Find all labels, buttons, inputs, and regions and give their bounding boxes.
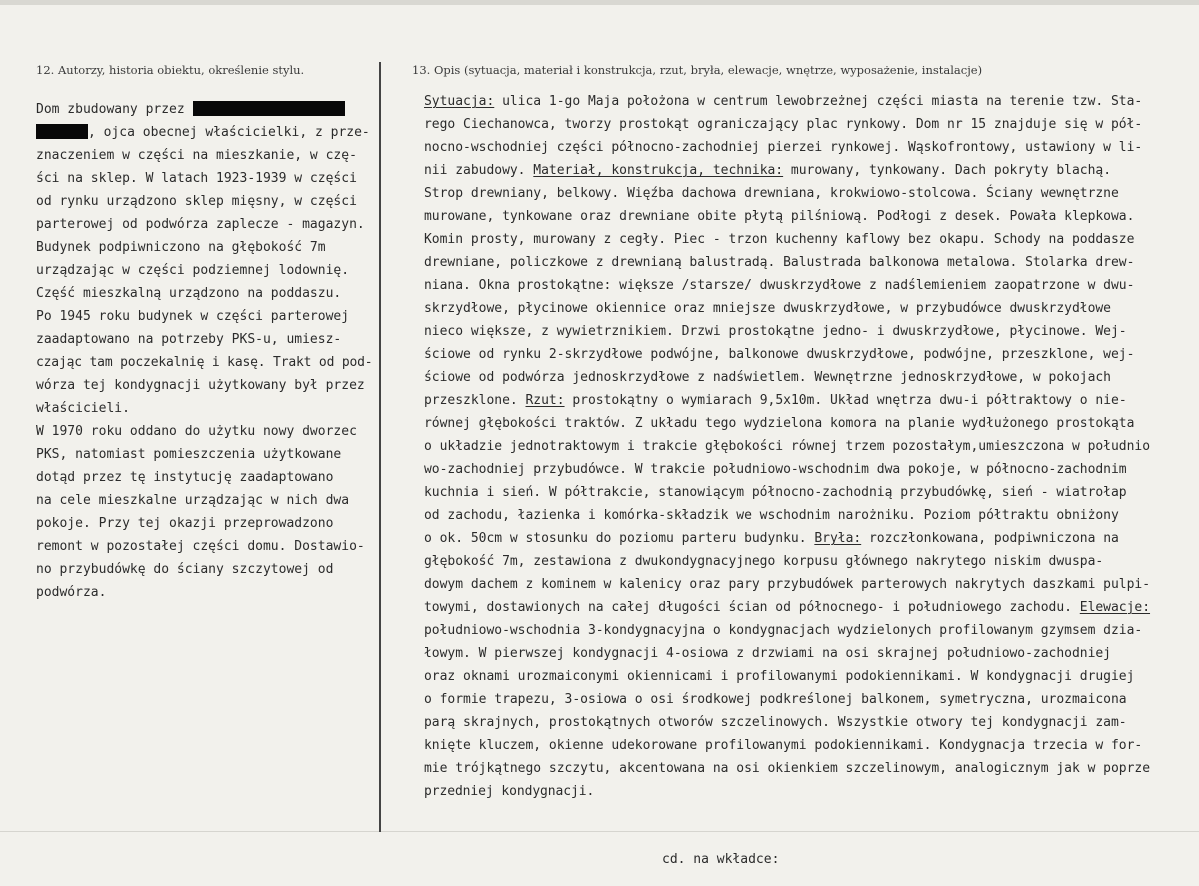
description-line: niana. Okna prostokątne: większe /starsze/ dwuskrzydłowe z nadślemieniem zaopatrzone w dwu- <box>424 278 1135 293</box>
continuation-note: cd. na wkładce: <box>662 852 780 867</box>
description-line: mie trójkątnego szczytu, akcentowana na osi okienkiem szczelinowym, analogicznym jak w poprze <box>424 761 1151 776</box>
description-line: knięte kluczem, okienne udekorowane profilowanymi podokiennikami. Kondygnacja trzecia w for- <box>424 738 1143 753</box>
description-line: Sytuacja: ulica 1-go Maja położona w centrum lewobrzeżnej części miasta na terenie tzw. Sta- <box>424 94 1143 109</box>
description-line: oraz oknami urozmaiconymi okiennicami i profilowanymi podokiennikami. W kondygnacji drugiej <box>424 669 1135 684</box>
history-line: Część mieszkalną urządzono na poddaszu. <box>36 286 342 301</box>
history-line: znaczeniem w części na mieszkanie, w czę- <box>36 148 357 163</box>
history-line: wórza tej kondygnacji użytkowany był przez <box>36 378 365 393</box>
description-column <box>424 90 1196 803</box>
history-line: podwórza. <box>36 585 107 600</box>
column-divider <box>379 62 381 832</box>
history-line: dotąd przez tę instytucję zaadaptowano <box>36 470 334 485</box>
redacted-name <box>193 101 345 116</box>
description-line: o formie trapezu, 3-osiowa o osi środkowej podkreślonej balkonem, symetryczna, urozmaicona <box>424 692 1127 707</box>
plan-label: Rzut: <box>525 393 565 408</box>
redacted-name <box>36 124 88 139</box>
description-line: równej głębokości traktów. Z układu tego wydzielona komora na planie wydłużonego prostokąta <box>424 416 1135 431</box>
description-line: łowym. W pierwszej kondygnacji 4-osiowa z drzwiami na osi skrajnej południowo-zachodniej <box>424 646 1111 661</box>
description-line: południowo-wschodnia 3-kondygnacyjna o kondygnacjach wydzielonych profilowanym gzymsem dzia- <box>424 623 1143 638</box>
description-line: nieco większe, z wywietrznikiem. Drzwi prostokątne jedno- i dwuskrzydłowe, płycinowe. Wej- <box>424 324 1127 339</box>
history-line: czając tam poczekalnię i kasę. Trakt od pod- <box>36 355 373 370</box>
description-line: o układzie jednotraktowym i trakcie głębokości równej trzem pozostałym,umieszczona w południo <box>424 439 1151 454</box>
section-13-header: 13. Opis (sytuacja, materiał i konstrukcja, rzut, bryła, elewacje, wnętrze, wyposażenie, instalacje) <box>412 63 983 77</box>
history-column <box>36 98 372 604</box>
history-line: no przybudówkę do ściany szczytowej od <box>36 562 334 577</box>
description-line: przeszklone. Rzut: prostokątny o wymiarach 9,5x10m. Układ wnętrza dwu-i półtraktowy o nie- <box>424 393 1127 408</box>
history-line: , ojca obecnej właścicielki, z prze- <box>36 121 372 144</box>
history-line: na cele mieszkalne urządzając w nich dwa <box>36 493 350 508</box>
page-fold-line <box>0 831 1199 832</box>
history-line: Budynek podpiwniczono na głębokość 7m <box>36 240 326 255</box>
description-line: wo-zachodniej przybudówce. W trakcie południowo-wschodnim dwa pokoje, w północno-zachodnim <box>424 462 1127 477</box>
section-12-header: 12. Autorzy, historia obiektu, określenie stylu. <box>36 63 305 77</box>
history-line: od rynku urządzono sklep mięsny, w części <box>36 194 357 209</box>
description-line: murowane, tynkowane oraz drewniane obite płytą pilśniową. Podłogi z desek. Powała klepkowa. <box>424 209 1135 224</box>
description-line: dowym dachem z kominem w kalenicy oraz pary przybudówek parterowych nakrytych daszkami pulpi- <box>424 577 1151 592</box>
history-line: pokoje. Przy tej okazji przeprowadzono <box>36 516 334 531</box>
description-line: parą skrajnych, prostokątnych otworów szczelinowych. Wszystkie otwory tej kondygnacji zam- <box>424 715 1127 730</box>
description-line: od zachodu, łazienka i komórka-składzik we wschodnim narożniku. Poziom półtraktu obniżony <box>424 508 1119 523</box>
description-line: drewniane, policzkowe z drewnianą balustradą. Balustrada balkonowa metalowa. Stolarka drew- <box>424 255 1135 270</box>
description-line: ściowe od podwórza jednoskrzydłowe z nadświetlem. Wewnętrzne jednoskrzydłowe, w pokojach <box>424 370 1111 385</box>
elevations-label: Elewacje: <box>1079 600 1151 615</box>
history-line: Dom zbudowany przez <box>36 98 372 121</box>
description-line: przedniej kondygnacji. <box>424 784 595 799</box>
description-line: nii zabudowy. Materiał, konstrukcja, technika: murowany, tynkowany. Dach pokryty blachą. <box>424 163 1112 178</box>
history-line: W 1970 roku oddano do użytku nowy dworzec <box>36 424 357 439</box>
description-line: ściowe od rynku 2-skrzydłowe podwójne, balkonowe dwuskrzydłowe, podwójne, przeszklone, wej- <box>424 347 1135 362</box>
history-line: zaadaptowano na potrzeby PKS-u, umiesz- <box>36 332 342 347</box>
history-line: ści na sklep. W latach 1923-1939 w części <box>36 171 357 186</box>
description-line: towymi, dostawionych na całej długości ścian od północnego- i południowego zachodu. Elewacje: <box>424 600 1151 615</box>
massing-label: Bryła: <box>814 531 862 546</box>
description-line: nocno-wschodniej części północno-zachodniej pierzei rynkowej. Wąskofrontowy, ustawiony w li- <box>424 140 1143 155</box>
situation-label: Sytuacja: <box>424 94 495 109</box>
history-line: remont w pozostałej części domu. Dostawio- <box>36 539 365 554</box>
description-line: rego Ciechanowca, tworzy prostokąt ograniczający plac rynkowy. Dom nr 15 znajduje się w pół- <box>424 117 1143 132</box>
description-line: głębokość 7m, zestawiona z dwukondygnacyjnego korpusu głównego nakrytego niskim dwuspa- <box>424 554 1104 569</box>
description-line: Komin prosty, murowany z cegły. Piec - trzon kuchenny kaflowy bez okapu. Schody na poddasze <box>424 232 1135 247</box>
history-line: urządzając w części podziemnej lodownię. <box>36 263 350 278</box>
history-line: Po 1945 roku budynek w części parterowej <box>36 309 350 324</box>
history-line: właścicieli. <box>36 401 130 416</box>
description-line: Strop drewniany, belkowy. Więźba dachowa drewniana, krokwiowo-stolcowa. Ściany wewnętrzne <box>424 186 1119 201</box>
history-line: PKS, natomiast pomieszczenia użytkowane <box>36 447 342 462</box>
history-line: parterowej od podwórza zaplecze - magazyn. <box>36 217 365 232</box>
description-line: kuchnia i sień. W półtrakcie, stanowiącym północno-zachodnią przybudówkę, sień - wiatrołap <box>424 485 1127 500</box>
material-label: Materiał, konstrukcja, technika: <box>533 163 784 178</box>
paper-top-edge <box>0 0 1199 5</box>
description-line: o ok. 50cm w stosunku do poziomu parteru budynku. Bryła: rozczłonkowana, podpiwniczona na <box>424 531 1119 546</box>
description-line: skrzydłowe, płycinowe okiennice oraz mniejsze dwuskrzydłowe, w przybudówce dwuskrzydłowe <box>424 301 1111 316</box>
